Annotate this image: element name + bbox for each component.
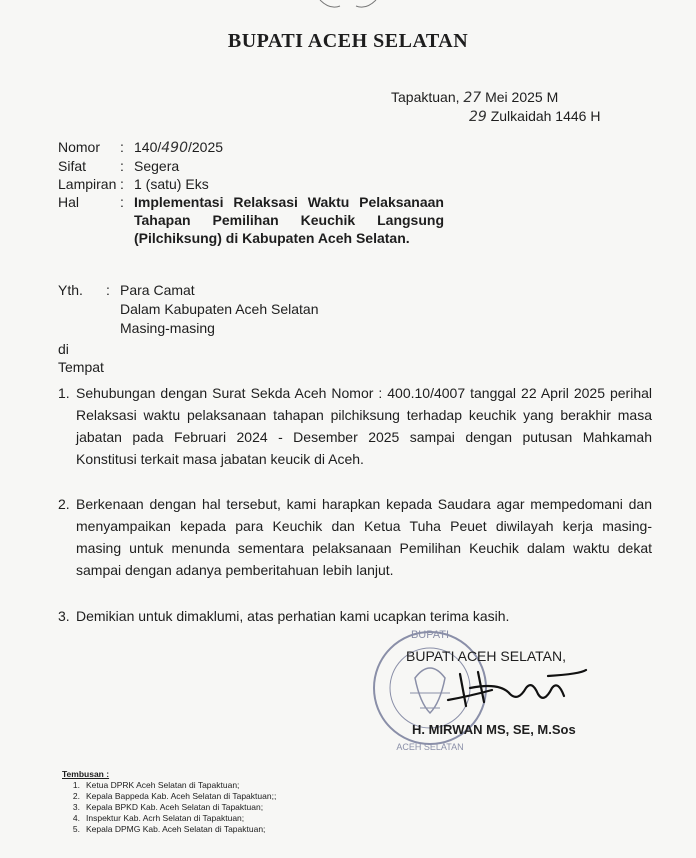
- paragraph-line: Sehubungan dengan Surat Sekda Aceh Nomor : 400.10/4007 tanggal 22 April 2025 perihal: [76, 385, 652, 401]
- list-item: [62, 802, 276, 813]
- di-label: di: [58, 341, 69, 357]
- item-text: Kepala Bappeda Kab. Aceh Selatan di Tapaktuan;;: [86, 791, 277, 801]
- hal-line: (Pilchiksung) di Kabupaten Aceh Selatan.: [134, 230, 410, 246]
- paragraph-line: masing untuk menunda sementara pelaksanaan Pemilihan Keuchik dalam waktu dekat: [76, 540, 652, 556]
- colon: :: [120, 176, 124, 192]
- sifat-label: Sifat: [58, 158, 87, 174]
- lampiran-value: 1 (satu) Eks: [134, 176, 209, 192]
- tembusan-heading: Tembusan :: [62, 769, 110, 779]
- paragraph-line: Demikian untuk dimaklumi, atas perhatian kami ucapkan terima kasih.: [76, 608, 510, 624]
- item-text: Kepala BPKD Kab. Aceh Selatan di Tapaktuan;: [86, 802, 264, 812]
- hal-line: Tahapan Pemilihan Keuchik Langsung: [134, 212, 444, 228]
- sifat-value: Segera: [134, 158, 180, 174]
- stamp-top-text: BUPATI: [410, 629, 450, 641]
- nomor-label: Nomor: [58, 139, 101, 155]
- place: Tapaktuan,: [391, 89, 460, 105]
- item-number: 4.: [72, 813, 80, 823]
- item-number: 2.: [72, 791, 80, 801]
- item-number: 3.: [72, 802, 80, 812]
- hal-label: Hal: [58, 194, 80, 210]
- paragraph-line: jabatan pada Februari 2024 - Desember 2025 sampai dengan putusan Mahkamah: [76, 429, 652, 445]
- signatory-title: BUPATI ACEH SELATAN,: [406, 648, 567, 664]
- recipient-lines: [120, 281, 318, 338]
- nomor-suffix: /2025: [187, 139, 224, 155]
- meta-lampiran: [58, 175, 554, 193]
- nomor-handwritten: 490: [161, 140, 188, 156]
- recipient-line: Masing-masing: [120, 320, 215, 336]
- meta-sifat: [58, 157, 554, 175]
- paragraph-line: sampai dengan adanya pemberitahuan lebih lanjut.: [76, 562, 394, 578]
- day-hijri-handwritten: 29: [469, 109, 487, 125]
- stamp-bottom-text: ACEH SELATAN: [396, 742, 464, 752]
- yth-label: Yth.: [58, 282, 83, 298]
- paragraph-text: [76, 493, 652, 581]
- paragraph-line: Berkenaan dengan hal tersebut, kami harapkan kepada Saudara agar mempedomani dan: [76, 496, 652, 512]
- paragraph-number: 3.: [58, 608, 70, 624]
- date-hijri: [391, 107, 600, 126]
- item-text: Kepala DPMG Kab. Aceh Selatan di Tapaktuan;: [86, 824, 266, 834]
- item-text: Inspektur Kab. Acrh Selatan di Tapaktuan;: [86, 813, 245, 823]
- meta-nomor: [58, 138, 554, 157]
- colon: :: [120, 139, 124, 155]
- tempat-label: Tempat: [58, 359, 104, 375]
- letter-meta: [58, 138, 554, 247]
- list-item: [62, 780, 276, 791]
- paragraph-line: Relaksasi waktu pelaksanaan tahapan pilchiksung terhadap keuchik yang berakhir masa: [76, 407, 652, 423]
- recipient-line: Para Camat: [120, 282, 195, 298]
- lampiran-label: Lampiran: [58, 176, 117, 192]
- colon: :: [120, 194, 124, 210]
- paragraph-2: [58, 493, 652, 581]
- meta-hal: [58, 193, 554, 247]
- recipient-location: [58, 340, 104, 376]
- hal-line: Implementasi Relaksasi Waktu Pelaksanaan: [134, 194, 444, 210]
- list-item: [62, 824, 276, 835]
- colon: :: [106, 282, 110, 298]
- signatory-name: H. MIRWAN MS, SE, M.Sos: [412, 722, 576, 737]
- nomor-prefix: 140/: [134, 139, 162, 155]
- paragraph-number: 2.: [58, 496, 70, 512]
- place-date: [391, 88, 600, 126]
- colon: :: [120, 158, 124, 174]
- paragraph-text: [76, 382, 652, 470]
- day-masehi-handwritten: 27: [463, 90, 482, 106]
- paragraph-line: Konstitusi terkait masa jabatan keucik di Aceh.: [76, 451, 364, 467]
- tembusan: [62, 769, 276, 835]
- letterhead-title: BUPATI ACEH SELATAN: [227, 30, 469, 52]
- paragraph-1: [58, 382, 652, 470]
- month-year-masehi: Mei 2025 M: [485, 89, 559, 105]
- recipient-row: [58, 281, 318, 338]
- recipient-line: Dalam Kabupaten Aceh Selatan: [120, 301, 319, 317]
- handwritten-signature-icon: [440, 666, 590, 710]
- item-text: Ketua DPRK Aceh Selatan di Tapaktuan;: [86, 780, 240, 790]
- crest-fragment-icon: [300, 0, 396, 14]
- paragraph-number: 1.: [58, 385, 70, 401]
- list-item: [62, 813, 276, 824]
- paragraph-line: menyampaikan kepada para Keuchik dan Ketua Tuha Peuet diwilayah kerja masing-: [76, 518, 652, 534]
- item-number: 1.: [72, 780, 80, 790]
- month-year-hijri: Zulkaidah 1446 H: [490, 108, 601, 124]
- item-number: 5.: [72, 824, 80, 834]
- hal-value: [134, 193, 444, 247]
- nomor-value: [134, 138, 554, 157]
- recipient: [58, 281, 318, 338]
- date-masehi: [391, 88, 600, 107]
- list-item: [62, 791, 276, 802]
- signature-block: [370, 618, 670, 758]
